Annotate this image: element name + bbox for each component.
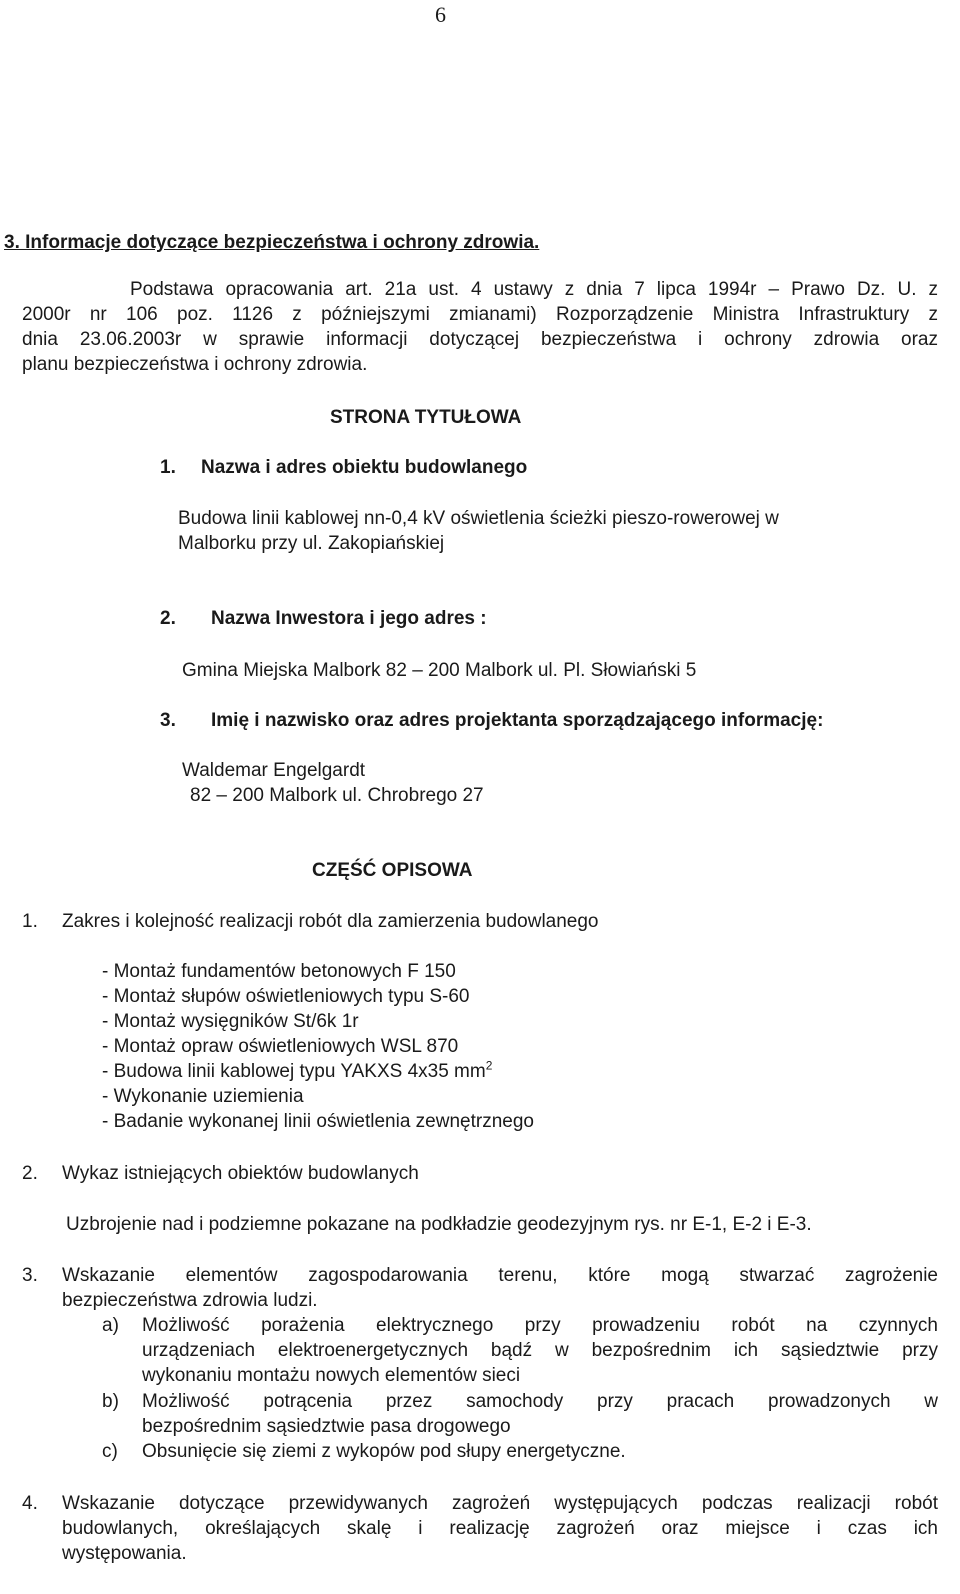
item2-title: Nazwa Inwestora i jego adres : bbox=[211, 608, 487, 629]
existing-utilities: Uzbrojenie nad i podziemne pokazane na podkładzie geodezyjnym rys. nr E-1, E-2 i E-3. bbox=[66, 1214, 812, 1235]
desc-item1-title: Zakres i kolejność realizacji robót dla zamierzenia budowlanego bbox=[62, 911, 599, 932]
subitem-b-line-1: Możliwość potrącenia przez samochody przy pracach prowadzonych w bbox=[142, 1391, 938, 1412]
work-item: - Montaż słupów oświetleniowych typu S-60 bbox=[102, 986, 470, 1007]
designer-address: 82 – 200 Malbork ul. Chrobrego 27 bbox=[190, 785, 484, 806]
item1-title: Nazwa i adres obiektu budowlanego bbox=[201, 457, 528, 478]
work-item: - Montaż opraw oświetleniowych WSL 870 bbox=[102, 1036, 459, 1057]
basis-line-1: Podstawa opracowania art. 21a ust. 4 ustawy z dnia 7 lipca 1994r – Prawo Dz. U. z bbox=[130, 279, 938, 300]
superscript: 2 bbox=[485, 1058, 493, 1073]
section-3-heading: 3. Informacje dotyczące bezpieczeństwa i ochrony zdrowia. bbox=[4, 232, 540, 253]
work-item: - Montaż wysięgników St/6k 1r bbox=[102, 1011, 359, 1032]
subitem-c-line-1: Obsunięcie się ziemi z wykopów pod słupy energetyczne. bbox=[142, 1441, 626, 1462]
work-item bbox=[102, 1059, 492, 1084]
work-item: - Montaż fundamentów betonowych F 150 bbox=[102, 961, 456, 982]
work-item: - Badanie wykonanej linii oświetlenia zewnętrznego bbox=[102, 1111, 534, 1132]
desc-item3-number: 3. bbox=[22, 1265, 38, 1286]
page-number: 6 bbox=[435, 2, 446, 27]
subitem-label: a) bbox=[102, 1315, 119, 1336]
desc-item4-number: 4. bbox=[22, 1493, 38, 1514]
work-item-text: - Budowa linii kablowej typu YAKXS 4x35 mm bbox=[102, 1061, 486, 1082]
subitem-label: c) bbox=[102, 1441, 118, 1462]
work-item: - Wykonanie uziemienia bbox=[102, 1086, 304, 1107]
item3-title: Imię i nazwisko oraz adres projektanta sporządzającego informację: bbox=[211, 710, 824, 731]
investor-address: Gmina Miejska Malbork 82 – 200 Malbork ul. Pl. Słowiański 5 bbox=[182, 660, 697, 681]
basis-line-2: 2000r nr 106 poz. 1126 z późniejszymi zmianami) Rozporządzenie Ministra Infrastruktury z bbox=[22, 304, 938, 325]
desc-item4-line-1: Wskazanie dotyczące przewidywanych zagrożeń występujących podczas realizacji robót bbox=[62, 1493, 938, 1514]
desc-item4-line-3: występowania. bbox=[62, 1543, 187, 1564]
item1-line-2: Malborku przy ul. Zakopiańskiej bbox=[178, 533, 445, 554]
item1-line-1: Budowa linii kablowej nn-0,4 kV oświetlenia ścieżki pieszo-rowerowej w bbox=[178, 508, 779, 529]
desc-item2-title: Wykaz istniejących obiektów budowlanych bbox=[62, 1163, 419, 1184]
subitem-a-line-2: urządzeniach elektroenergetycznych bądź w bezpośrednim ich sąsiedztwie przy bbox=[142, 1340, 938, 1361]
desc-item3-line-1: Wskazanie elementów zagospodarowania terenu, które mogą stwarzać zagrożenie bbox=[62, 1265, 938, 1286]
descriptive-heading: CZĘŚĆ OPISOWA bbox=[312, 860, 473, 881]
title-page-heading: STRONA TYTUŁOWA bbox=[330, 407, 522, 428]
item1-number: 1. bbox=[160, 457, 176, 478]
desc-item4-line-2: budowlanych, określających skalę i realizację zagrożeń oraz miejsce i czas ich bbox=[62, 1518, 938, 1539]
desc-item1-number: 1. bbox=[22, 911, 38, 932]
subitem-label: b) bbox=[102, 1391, 119, 1412]
designer-name: Waldemar Engelgardt bbox=[182, 760, 366, 781]
basis-line-3: dnia 23.06.2003r w sprawie informacji dotyczącej bezpieczeństwa i ochrony zdrowia oraz bbox=[22, 329, 938, 350]
desc-item3-line-2: bezpieczeństwa zdrowia ludzi. bbox=[62, 1290, 318, 1311]
subitem-a-line-1: Możliwość porażenia elektrycznego przy prowadzeniu robót na czynnych bbox=[142, 1315, 938, 1336]
item3-number: 3. bbox=[160, 710, 176, 731]
desc-item2-number: 2. bbox=[22, 1163, 38, 1184]
subitem-b-line-2: bezpośrednim sąsiedztwie pasa drogowego bbox=[142, 1416, 511, 1437]
basis-line-4: planu bezpieczeństwa i ochrony zdrowia. bbox=[22, 354, 368, 375]
item2-number: 2. bbox=[160, 608, 176, 629]
subitem-a-line-3: wykonaniu montażu nowych elementów sieci bbox=[142, 1365, 521, 1386]
